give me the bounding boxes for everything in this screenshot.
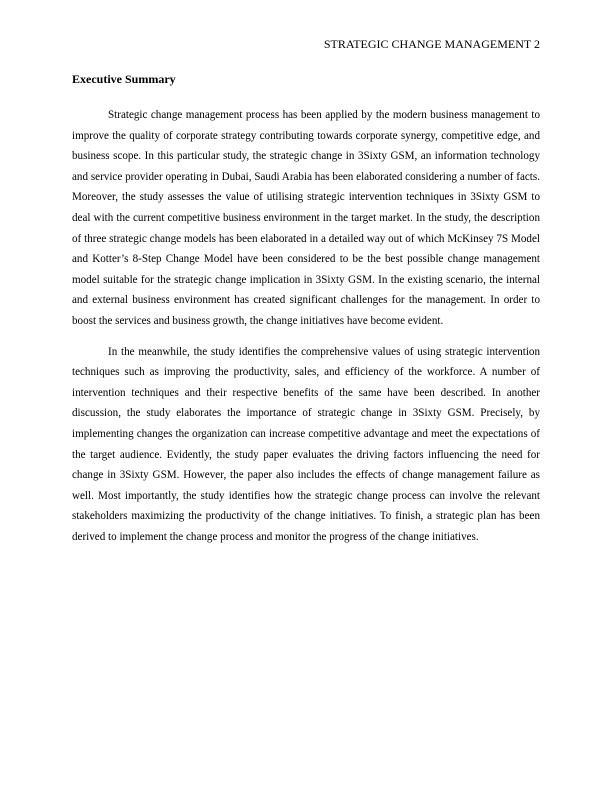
paragraph: Strategic change management process has been applied by the modern business management to improve the quality of corporate strategy contributing towards corporate synergy, competitive edge, and business scope. In this particular study, the strategic change in 3Sixty GSM, an information technology and service provider operating in Dubai, Saudi Arabia has been elaborated considering a number of facts. Moreover, the study assesses the value of utilising strategic intervention techniques in 3Sixty GSM to deal with the current competitive business environment in the target market. In the study, the description of three strategic change models has been elaborated in a detailed way out of which McKinsey 7S Model and Kotter’s 8-Step Change Model have been considered to be the best possible change management model suitable for the strategic change implication in 3Sixty GSM. In the existing scenario, the internal and external business environment has created significant challenges for the management. In order to boost the services and business growth, the change initiatives have become evident. xyxy=(72,109,540,327)
paragraph: In the meanwhile, the study identifies the comprehensive values of using strategic intervention techniques such as improving the productivity, sales, and efficiency of the workforce. A number of intervention techniques and their respective benefits of the same have been described. In another discussion, the study elaborates the importance of strategic change in 3Sixty GSM. Precisely, by implementing changes the organization can increase competitive advantage and meet the expectations of the target audience. Evidently, the study paper evaluates the driving factors influencing the need for change in 3Sixty GSM. However, the paper also includes the effects of change management failure as well. Most importantly, the study identifies how the strategic change process can involve the relevant stakeholders maximizing the productivity of the change initiatives. To finish, a strategic plan has been derived to implement the change process and monitor the progress of the change initiatives. xyxy=(72,345,540,543)
section-heading: Executive Summary xyxy=(72,72,176,86)
running-head: STRATEGIC CHANGE MANAGEMENT 2 xyxy=(323,37,540,51)
body-text xyxy=(72,105,540,557)
